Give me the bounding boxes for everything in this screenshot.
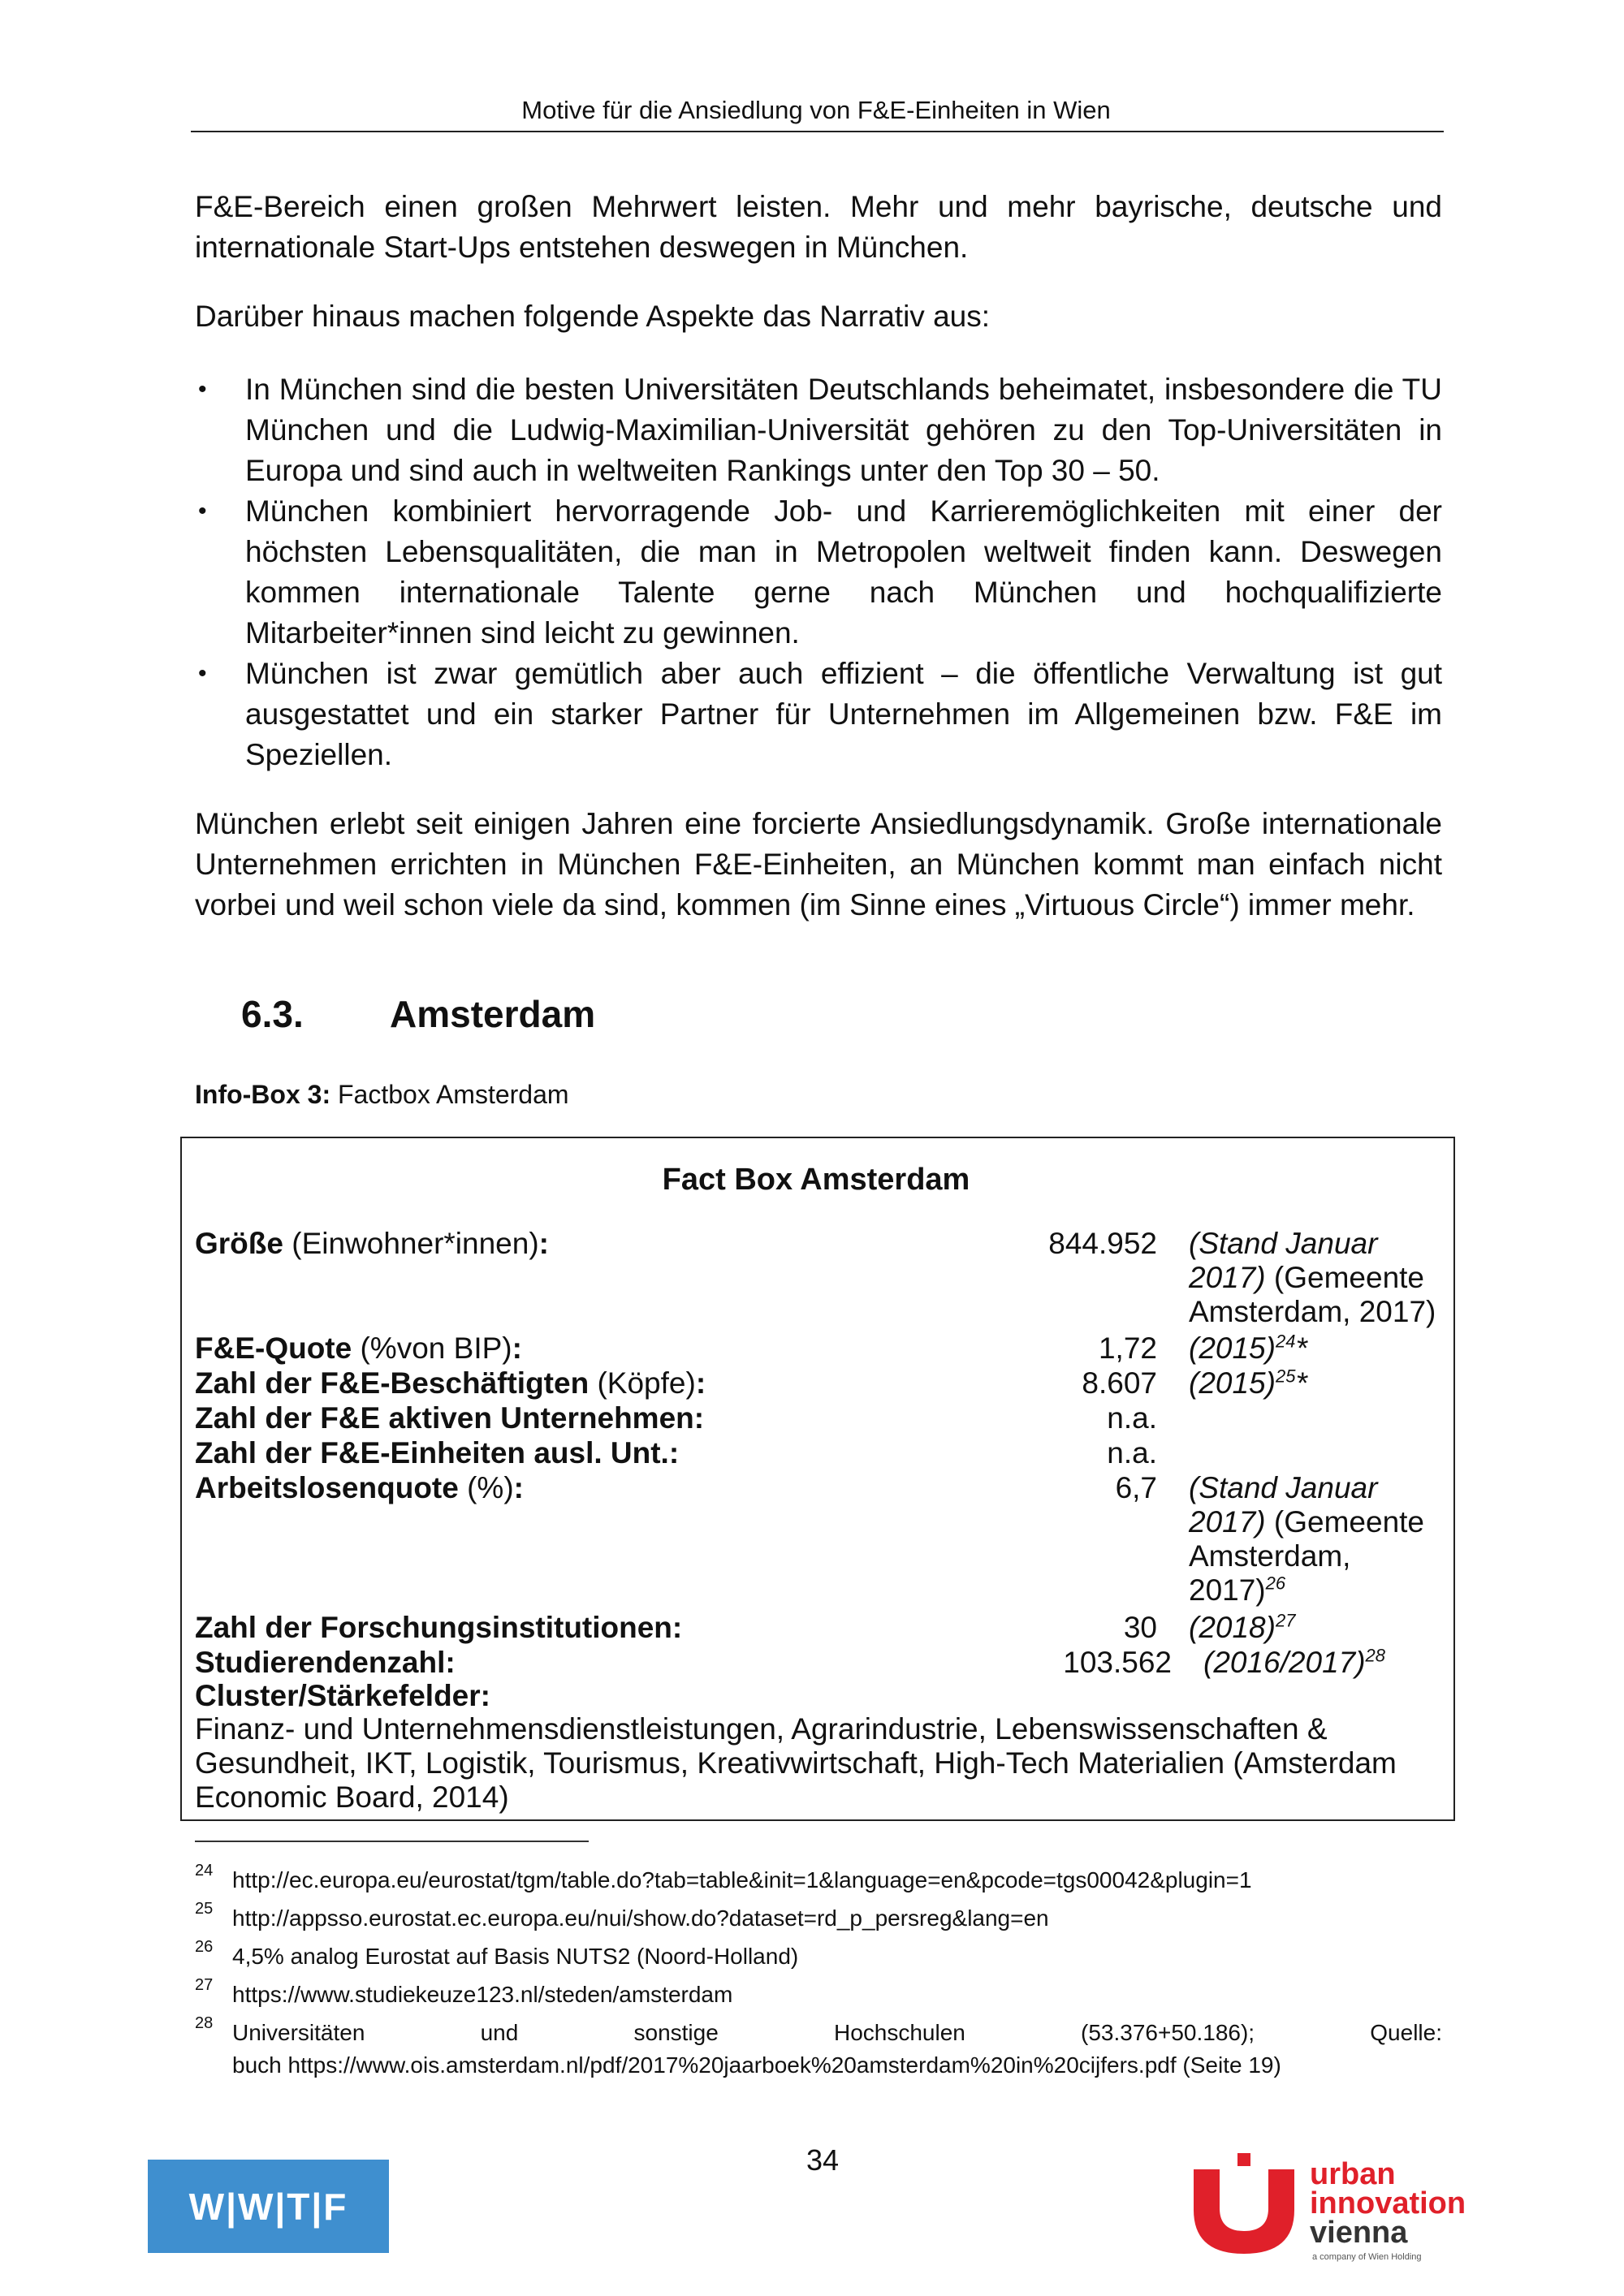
footnote-text: buch https://www.ois.amsterdam.nl/pdf/2017%20jaarboek%20amsterdam%20in%20cijfers.pdf (Seite 19)	[232, 2052, 1281, 2078]
label-bold: Arbeitslosenquote	[195, 1471, 459, 1504]
paragraph-munich-dynamics: München erlebt seit einigen Jahren eine forcierte Ansiedlungsdynamik. Große internationale Unternehmen errichten in München F&E-Einheiten, an München kommt man einfach nicht vorbei und weil schon viele da sind, kommen (im Sinne eines „Virtuous Circle“) immer mehr.	[195, 807, 1442, 921]
factbox-cluster-text: Finanz- und Unternehmensdienstleistungen, Agrarindustrie, Lebenswissenschaften & Gesundheit, IKT, Logistik, Tourismus, Kreativwirtschaft, High-Tech Materialien (Amsterdam Economic Board, 2014)	[195, 1712, 1397, 1814]
footnote-number: 25	[195, 1900, 214, 1918]
factbox-note-arbeitslos	[1189, 1471, 1432, 1608]
factbox-label-cluster	[195, 1679, 490, 1713]
section-number: 6.3.	[241, 993, 304, 1035]
label-rest: (%)	[467, 1471, 514, 1504]
bullet-icon: •	[198, 660, 207, 687]
footnote-ref: 27	[1275, 1610, 1296, 1631]
page-header-title: Motive für die Ansiedlung von F&E-Einheiten in Wien	[521, 96, 1111, 124]
factbox-note-beschaeftigte	[1189, 1366, 1449, 1400]
footnote-text: 4,5% analog Eurostat auf Basis NUTS2 (Noord-Holland)	[232, 1944, 799, 1969]
factbox-value-arbeitslos: 6,7	[1115, 1471, 1157, 1504]
note-italic: (2015)	[1189, 1331, 1276, 1365]
label-rest: (%von BIP)	[360, 1331, 512, 1365]
label-colon: :	[538, 1227, 549, 1260]
footnote-ref: 25	[1275, 1366, 1296, 1387]
note-plain: (Gemeente Amsterdam, 2017)	[1189, 1505, 1425, 1607]
label-bold: Cluster/Stärkefelder:	[195, 1679, 490, 1712]
factbox-label-beschaeftigte	[195, 1366, 706, 1400]
footnote-number: 24	[195, 1862, 214, 1880]
label-bold: Zahl der F&E-Einheiten ausl. Unt.:	[195, 1436, 680, 1470]
list-item-text: München ist zwar gemütlich aber auch effizient – die öffentliche Verwaltung ist gut ausgestattet und ein starker Partner für Unternehmen im Allgemeinen bzw. F&E im Speziellen.	[245, 657, 1442, 771]
footnote-text: Universitäten und sonstige Hochschulen (53.376+50.186); Quelle:	[232, 2020, 1442, 2045]
bullet-icon: •	[198, 498, 207, 524]
note-italic: (Stand Januar 2017)	[1189, 1227, 1378, 1294]
factbox-label-quote	[195, 1331, 522, 1366]
factbox-note-groesse	[1189, 1227, 1449, 1329]
note-plain: (Gemeente Amsterdam, 2017)	[1189, 1261, 1436, 1328]
factbox-note-quote	[1189, 1331, 1449, 1366]
footnote-ref: 24	[1275, 1331, 1296, 1352]
uiv-line-1: urban	[1310, 2157, 1396, 2191]
header-divider	[191, 131, 1444, 132]
footnote-text: https://www.studiekeuze123.nl/steden/amsterdam	[232, 1982, 733, 2007]
label-colon: :	[695, 1366, 706, 1400]
note-italic: (Stand Januar 2017)	[1189, 1471, 1378, 1539]
section-title: Amsterdam	[390, 993, 596, 1035]
factbox-value-studierende: 103.562	[1063, 1646, 1172, 1679]
list-item-text: In München sind die besten Universitäten Deutschlands beheimatet, insbesondere die TU München und die Ludwig-Maximilian-Universität gehören zu den Top-Universitäten in Europa und sind auch in weltweiten Rankings unter den Top 30 – 50.	[245, 373, 1442, 487]
note-italic: (2018)	[1189, 1611, 1276, 1644]
wwtf-logo: W|W|T|F	[148, 2160, 389, 2253]
factbox-label-unternehmen	[195, 1401, 704, 1435]
bullet-list	[195, 369, 1442, 775]
factbox-value-beschaeftigte: 8.607	[1082, 1366, 1157, 1400]
label-bold: Studierendenzahl:	[195, 1646, 456, 1679]
footnote-text: http://appsso.eurostat.ec.europa.eu/nui/show.do?dataset=rd_p_persreg&lang=en	[232, 1905, 1049, 1931]
list-item	[195, 491, 1442, 654]
footnote-ref: 26	[1265, 1573, 1286, 1594]
factbox-label-arbeitslos	[195, 1471, 524, 1505]
factbox-note-institutionen	[1189, 1611, 1449, 1645]
page-number: 34	[806, 2143, 840, 2177]
label-rest: (Einwohner*innen)	[292, 1227, 539, 1260]
note-italic: (2016/2017)	[1203, 1646, 1366, 1679]
label-bold: Größe	[195, 1227, 283, 1260]
factbox-value-einheiten: n.a.	[1107, 1436, 1157, 1470]
paragraph-narrative-intro: Darüber hinaus machen folgende Aspekte das Narrativ aus:	[195, 300, 991, 333]
note-italic: (2015)	[1189, 1366, 1276, 1400]
factbox-value-institutionen: 30	[1123, 1611, 1157, 1644]
label-rest: (Köpfe)	[597, 1366, 696, 1400]
factbox-note-studierende	[1203, 1646, 1463, 1680]
label-bold: Zahl der F&E-Beschäftigten	[195, 1366, 590, 1400]
footnote-ref: 28	[1365, 1645, 1386, 1666]
factbox-title: Fact Box Amsterdam	[662, 1163, 970, 1197]
factbox-value-groesse: 844.952	[1048, 1227, 1157, 1260]
uiv-logo-text	[1310, 2157, 1466, 2250]
bullet-icon: •	[198, 376, 207, 403]
footnote-text: http://ec.europa.eu/eurostat/tgm/table.do?tab=table&init=1&language=en&pcode=tgs00042&plugin=1	[232, 1867, 1252, 1892]
factbox-value-unternehmen: n.a.	[1107, 1401, 1157, 1435]
uiv-logo-icon	[1187, 2151, 1305, 2255]
list-item	[195, 654, 1442, 775]
uiv-line-2: innovation	[1310, 2186, 1466, 2220]
footnote-divider	[195, 1841, 589, 1842]
note-star: *	[1295, 1366, 1307, 1400]
label-bold: Zahl der Forschungsinstitutionen:	[195, 1611, 683, 1644]
factbox-value-quote: 1,72	[1098, 1331, 1157, 1365]
infobox-caption	[195, 1080, 569, 1110]
uiv-line-3: vienna	[1310, 2216, 1408, 2250]
paragraph-intro: F&E-Bereich einen großen Mehrwert leisten. Mehr und mehr bayrische, deutsche und internationale Start-Ups entstehen deswegen in München.	[195, 190, 1442, 264]
note-star: *	[1295, 1331, 1307, 1365]
label-colon: :	[512, 1331, 522, 1365]
footnote-number: 26	[195, 1938, 214, 1956]
footnote-number: 27	[195, 1976, 214, 1994]
uiv-logo-subtitle: a company of Wien Holding	[1312, 2252, 1422, 2262]
factbox-label-studierende	[195, 1646, 456, 1680]
factbox-label-groesse	[195, 1227, 549, 1261]
footnote-number: 28	[195, 2014, 214, 2032]
label-colon: :	[513, 1471, 524, 1504]
caption-text: Factbox Amsterdam	[337, 1080, 569, 1109]
factbox-label-einheiten	[195, 1436, 679, 1470]
label-bold: F&E-Quote	[195, 1331, 352, 1365]
factbox-label-institutionen	[195, 1611, 682, 1645]
label-bold: Zahl der F&E aktiven Unternehmen:	[195, 1401, 705, 1435]
list-item	[195, 369, 1442, 491]
list-item-text: München kombiniert hervorragende Job- und Karrieremöglichkeiten mit einer der höchsten Lebensqualitäten, die man in Metropolen weltweit finden kann. Deswegen kommen internationale Talente gerne nach München und hochqualifizierte Mitarbeiter*innen sind leicht zu gewinnen.	[245, 494, 1442, 650]
caption-label: Info-Box 3:	[195, 1080, 331, 1109]
